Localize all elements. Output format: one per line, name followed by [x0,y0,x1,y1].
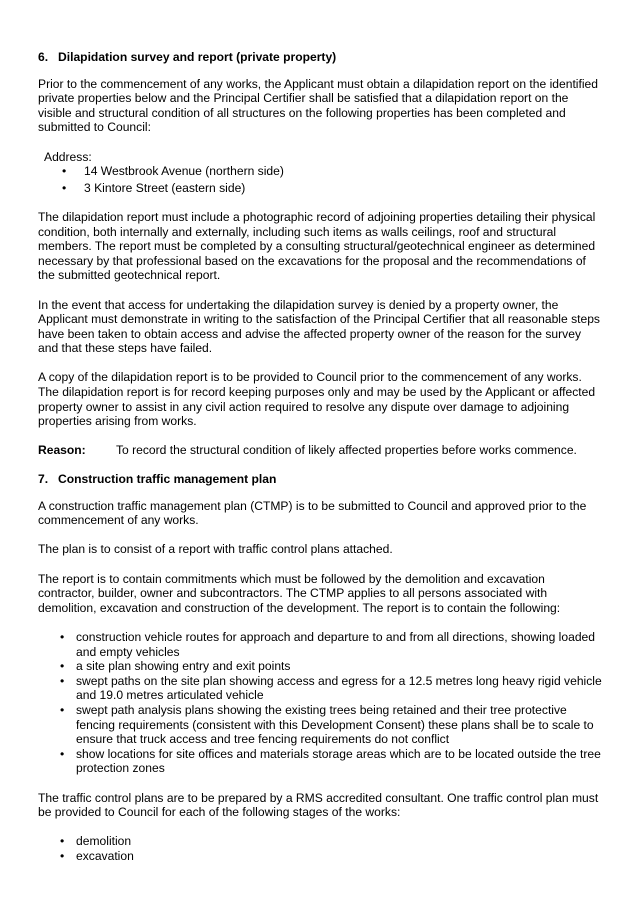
section-number: 7. [38,472,49,487]
list-item: • a site plan showing entry and exit points [60,659,604,674]
list-item: • swept paths on the site plan showing access and egress for a 12.5 metres long heavy rigid vehicle and 19.0 metres articulated vehicle [60,674,604,703]
section-title: Construction traffic management plan [58,472,277,487]
paragraph: The dilapidation report must include a photographic record of adjoining properties detailing their physical condition, both internally and externally, including such items as walls ceilings, roof and structural members. The report must be completed by a consulting structural/geotechnical engineer as determined necessary by that professional based on the excavations for the proposal and the recommendations of the submitted geotechnical report. [38,209,596,283]
paragraph: Prior to the commencement of any works, the Applicant must obtain a dilapidation report on the identified private properties below and the Principal Certifier shall be satisfied that a dilapidation report on the visible and structural condition of all structures on the following properties has been completed and submitted to Council: [38,76,598,135]
reason-row [38,443,604,458]
list-item: • show locations for site offices and materials storage areas which are to be located outside the tree protection zones [60,747,604,776]
section-6-heading [38,50,604,65]
paragraph: A copy of the dilapidation report is to be provided to Council prior to the commencement of any works. The dilapidation report is for record keeping purposes only and may be used by the Applicant or affected property owner to assist in any civil action required to resolve any dispute over damage to adjoining properties arising from works. [38,370,596,429]
address-label: Address: [44,149,92,164]
list-item: • demolition [60,834,604,849]
section-title: Dilapidation survey and report (private property) [58,50,337,64]
paragraph: The traffic control plans are to be prepared by a RMS accredited consultant. One traffic control plan must be provided to Council for each of the following stages of the works: [38,790,599,820]
section-number: 6. [38,50,49,64]
list-item: • construction vehicle routes for approach and departure to and from all directions, showing loaded and empty vehicles [60,630,604,659]
list-item: • 3 Kintore Street (eastern side) [62,181,604,196]
reason-text: To record the structural condition of likely affected properties before works commence. [116,443,577,458]
paragraph: The report is to contain commitments which must be followed by the demolition and excavation contractor, builder, owner and subcontractors. The CTMP applies to all persons associated with demolition, excavation and construction of the development. The report is to contain the following: [38,571,561,615]
ctmp-requirements-list [60,630,604,776]
address-list [62,164,604,195]
document-page [38,50,604,878]
paragraph: A construction traffic management plan (CTMP) is to be submitted to Council and approved prior to the commencement of any works. [38,498,587,528]
list-item: • swept path analysis plans showing the existing trees being retained and their tree protective fencing requirements (consistent with this Development Consent) these plans shall be to scale to ensure that truck access and tree fencing requirements do not conflict [60,703,604,747]
section-7-heading [38,472,604,487]
works-stages-list [60,834,604,863]
paragraph: In the event that access for undertaking the dilapidation survey is denied by a property owner, the Applicant must demonstrate in writing to the satisfaction of the Principal Certifier that all reasonable steps have been taken to obtain access and advise the affected property owner of the reason for the survey and that these steps have failed. [38,297,600,356]
list-item: • 14 Westbrook Avenue (northern side) [62,164,604,179]
reason-label: Reason: [38,443,86,458]
paragraph: The plan is to consist of a report with traffic control plans attached. [38,542,393,557]
list-item: • excavation [60,849,604,864]
